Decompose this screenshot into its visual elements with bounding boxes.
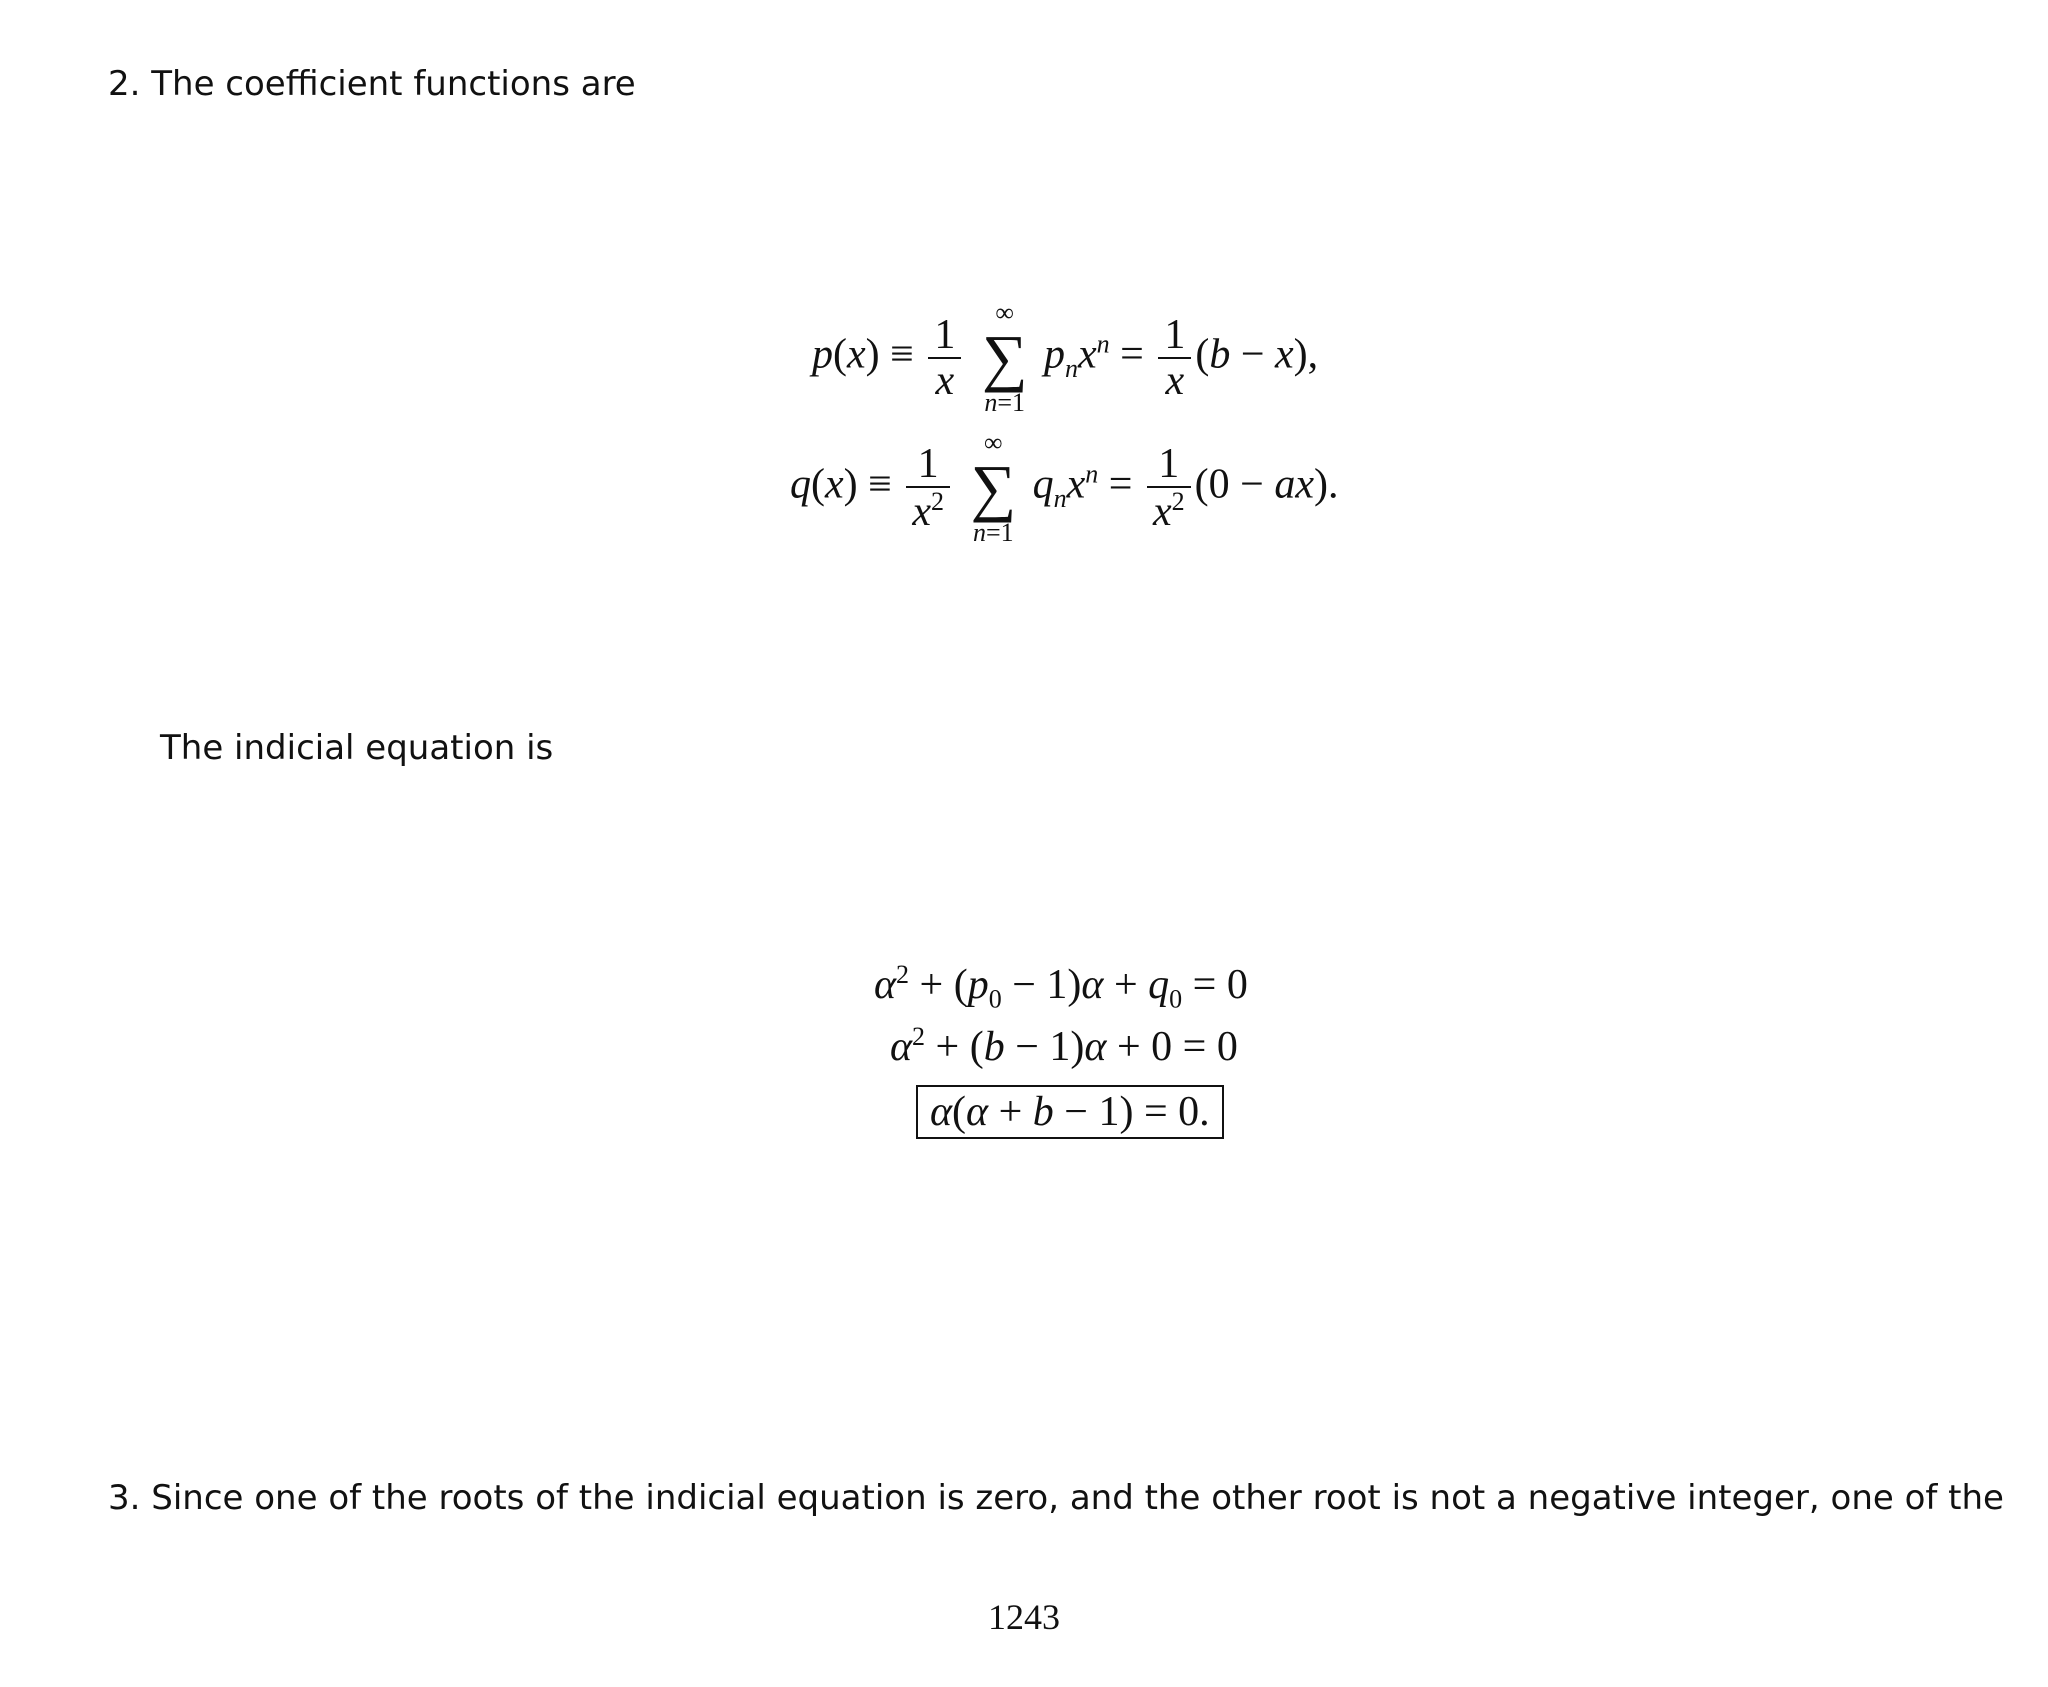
page-number: 1243 [988, 1597, 1060, 1637]
equation-q-of-x: q(x) ≡ $\frac{1}{x^2}$ ∞ ∑ n=1 $q_nx^n$ = $\frac{1}{x^2}$ (0 − ax). [790, 428, 1339, 547]
item-2-text: 2. The coefficient functions are [108, 64, 636, 104]
indicial-eq-line-1: $\alpha^2 + (p_0 - 1)\alpha + q_0 = 0$ [874, 960, 1248, 1014]
indicial-intro-text: The indicial equation is [160, 728, 554, 768]
indicial-eq-result-boxed: α(α + b − 1) = 0. [916, 1088, 1224, 1136]
equation-p-of-x: p(x) ≡ $\frac{1}{x}$ ∞ ∑ n=1 $p_nx^n$ = $\frac{1}{x}$ (b − x), [812, 298, 1319, 417]
indicial-eq-line-2: $\alpha^2 + (b - 1)\alpha + 0 = 0$ [890, 1022, 1238, 1070]
item-3-text: 3. Since one of the roots of the indicial equation is zero, and the other root is not a negative integer, one of the [108, 1478, 2004, 1518]
